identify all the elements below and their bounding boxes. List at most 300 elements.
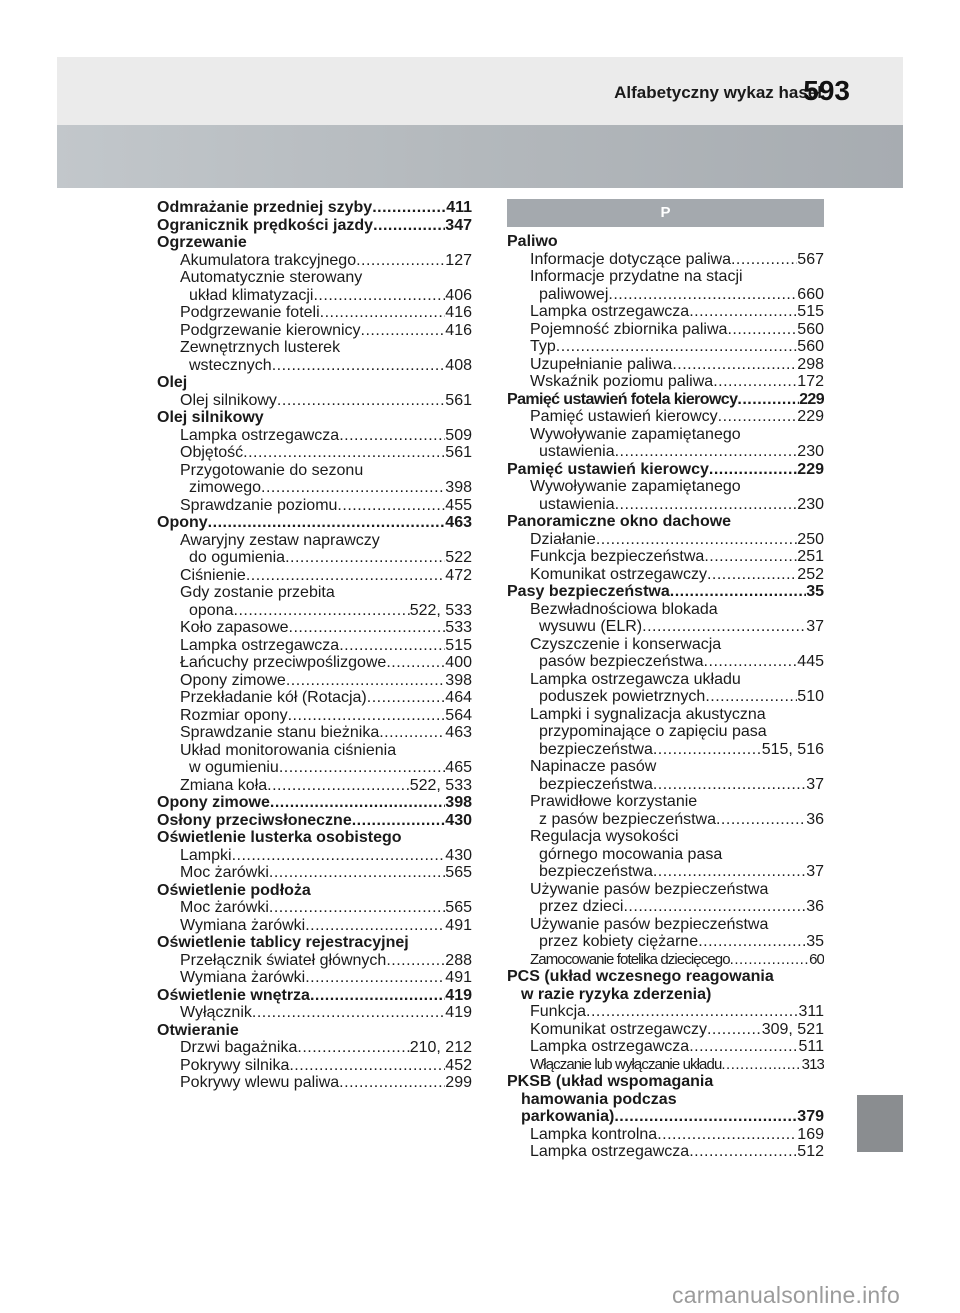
leader-dots: [288, 707, 446, 725]
page-reference: 210, 212: [409, 1039, 472, 1056]
leader-dots: [670, 583, 806, 601]
entry-text: Prawidłowe korzystanie: [530, 793, 698, 810]
entry-text: Wymiana żarówki: [180, 916, 306, 934]
page-reference: 299: [445, 1074, 472, 1091]
entry-text: Lampki: [180, 846, 232, 864]
entry-text: opona: [189, 601, 234, 619]
leader-dots: [289, 1057, 445, 1075]
index-heading: [157, 934, 472, 952]
page-reference: 398: [445, 479, 472, 496]
entry-text: Otwieranie: [157, 1021, 239, 1039]
leader-dots: [556, 338, 798, 356]
entry-text: paliwowej: [539, 285, 609, 303]
entry-text: Pokrywy wlewu paliwa: [180, 1074, 340, 1091]
chapter-tab[interactable]: [857, 1095, 903, 1152]
index-heading: [507, 513, 824, 531]
entry-text: Podgrzewanie foteli: [180, 304, 320, 321]
page-reference: 252: [797, 565, 824, 583]
page-reference: 35: [806, 583, 824, 600]
page-reference: 512: [797, 1143, 824, 1160]
entry-text: Automatycznie sterowany: [180, 269, 363, 286]
leader-dots: [337, 497, 445, 515]
section-title: Alfabetyczny wykaz haseł: [614, 83, 822, 102]
entry-text: Objętość: [180, 444, 244, 461]
entry-text: Informacje przydatne na stacji: [530, 268, 743, 285]
index-heading: [157, 234, 472, 252]
entry-text: Komunikat ostrzegawczy: [530, 565, 707, 583]
page-reference: 36: [806, 810, 824, 828]
leader-dots: [339, 637, 445, 655]
entry-text: pasów bezpieczeństwa: [539, 653, 704, 670]
page-reference: 229: [799, 390, 824, 408]
index-entry: [507, 408, 824, 426]
index-entry: [157, 497, 472, 515]
leader-dots: [657, 1126, 797, 1144]
index-entry: [507, 636, 824, 654]
index-entry: [157, 444, 472, 462]
index-entry: [157, 777, 472, 795]
entry-text: Oświetlenie lusterka osobistego: [157, 829, 402, 846]
entry-text: Lampka ostrzegawcza: [530, 303, 690, 320]
index-entry: [507, 1021, 824, 1039]
index-entry: [507, 1108, 824, 1126]
index-entry: [507, 688, 824, 706]
page-reference: 251: [797, 548, 824, 565]
entry-text: Lampki i sygnalizacja akustyczna: [530, 705, 766, 723]
entry-text: Używanie pasów bezpieczeństwa: [530, 880, 769, 898]
index-entry: [507, 776, 824, 794]
page-reference: 419: [445, 986, 472, 1004]
page-reference: 515: [797, 303, 824, 320]
leader-dots: [653, 776, 806, 794]
leader-dots: [653, 863, 806, 881]
index-entry: [157, 479, 472, 497]
entry-text: przez dzieci: [539, 898, 624, 915]
index-entry: [157, 269, 472, 287]
index-entry: [507, 793, 824, 811]
leader-dots: [252, 1004, 445, 1022]
page-number: 593: [803, 75, 850, 106]
page-reference: 416: [445, 321, 472, 339]
index-entry: [507, 863, 824, 881]
watermark: carmanualsonline.info: [672, 1282, 900, 1308]
page-reference: 533: [445, 619, 472, 636]
entry-text: Lampka ostrzegawcza: [180, 426, 340, 444]
entry-text: Funkcja: [530, 1003, 587, 1020]
entry-text: w ogumieniu: [189, 759, 279, 776]
entry-text: Lampka ostrzegawcza: [530, 1143, 690, 1160]
index-entry: [507, 1056, 824, 1074]
leader-dots: [379, 724, 445, 742]
leader-dots: [707, 566, 797, 584]
entry-text: Olej silnikowy: [180, 391, 277, 409]
leader-dots: [289, 619, 446, 637]
index-entry: [157, 952, 472, 970]
index-entry: [507, 898, 824, 916]
entry-text: parkowania): [521, 1108, 615, 1125]
index-entry: [157, 637, 472, 655]
index-entry: [507, 1091, 824, 1109]
entry-text: Gdy zostanie przebita: [180, 584, 335, 601]
entry-text: Akumulatora trakcyjnego: [180, 251, 357, 269]
leader-dots: [704, 653, 798, 671]
entry-text: do ogumienia: [189, 549, 286, 566]
entry-text: Moc żarówki: [180, 864, 269, 881]
entry-text: hamowania podczas: [521, 1090, 677, 1108]
index-heading: [157, 829, 472, 847]
leader-dots: [689, 1038, 798, 1056]
index-entry: [157, 567, 472, 585]
entry-text: Ogranicznik prędkości jazdy: [157, 216, 374, 234]
entry-text: Panoramiczne okno dachowe: [507, 513, 732, 530]
index-entry: [507, 548, 824, 566]
entry-text: ustawienia: [539, 495, 615, 513]
entry-text: Działanie: [530, 530, 596, 548]
page-reference: 172: [797, 373, 824, 390]
entry-text: Ogrzewanie: [157, 234, 247, 251]
entry-text: Uzupełnianie paliwa: [530, 355, 673, 373]
leader-dots: [689, 1143, 797, 1161]
page-reference: 229: [797, 460, 824, 478]
entry-text: w razie ryzyka zderzenia): [521, 985, 712, 1003]
index-entry: [507, 1003, 824, 1021]
leader-dots: [297, 1039, 409, 1057]
index-heading: [507, 583, 824, 601]
leader-dots: [372, 199, 446, 217]
index-entry: [507, 1143, 824, 1161]
entry-text: Olej: [157, 374, 188, 391]
page-reference: 35: [806, 933, 824, 950]
page-reference: 37: [806, 618, 824, 635]
leader-dots: [279, 759, 445, 777]
index-entry: [157, 969, 472, 987]
index-heading: [507, 968, 824, 986]
page-reference: 522, 533: [409, 601, 472, 619]
entry-text: Przygotowanie do sezonu: [180, 461, 364, 479]
entry-text: Zewnętrznych lusterek: [180, 339, 341, 356]
page-reference: 515: [445, 636, 472, 654]
page-reference: 515, 516: [761, 740, 824, 758]
leader-dots: [367, 689, 446, 707]
entry-text: Czyszczenie i konserwacja: [530, 635, 722, 653]
entry-text: z pasów bezpieczeństwa: [539, 810, 716, 828]
leader-dots: [713, 373, 797, 391]
leader-dots: [689, 303, 797, 321]
entry-text: ustawienia: [539, 443, 615, 460]
leader-dots: [352, 812, 446, 830]
index-heading: [507, 1073, 824, 1091]
index-entry: [507, 846, 824, 864]
index-heading: [507, 233, 824, 251]
leader-dots: [731, 251, 797, 269]
page-reference: 230: [797, 495, 824, 513]
entry-text: Odmrażanie przedniej szyby: [157, 199, 373, 216]
leader-dots: [672, 356, 797, 374]
index-entry: [507, 356, 824, 374]
index-entry: [157, 707, 472, 725]
leader-dots: [310, 987, 445, 1005]
page-reference: 37: [806, 775, 824, 793]
index-entry: [507, 881, 824, 899]
leader-dots: [356, 252, 445, 270]
entry-text: Oświetlenie tablicy rejestracyjnej: [157, 934, 409, 951]
entry-text: PCS (układ wczesnego reagowania: [507, 968, 774, 985]
leader-dots: [596, 531, 797, 549]
entry-text: Lampka ostrzegawcza: [530, 1038, 690, 1055]
index-entry: [507, 496, 824, 514]
leader-dots: [730, 951, 809, 969]
leader-dots: [269, 864, 445, 882]
entry-text: Pamięć ustawień fotela kierowcy: [507, 390, 738, 408]
index-entry: [157, 742, 472, 760]
index-column-left: [157, 199, 472, 1092]
entry-text: Drzwi bagażnika: [180, 1039, 298, 1056]
index-heading: [157, 882, 472, 900]
entry-text: Pojemność zbiornika paliwa: [530, 320, 728, 338]
page-reference: 398: [445, 794, 472, 811]
leader-dots: [614, 1108, 797, 1126]
entry-text: Zmiana koła: [180, 776, 268, 794]
entry-text: Pamięć ustawień kierowcy: [530, 408, 718, 425]
entry-text: Regulacja wysokości: [530, 828, 679, 845]
index-entry: [507, 706, 824, 724]
leader-dots: [373, 217, 445, 235]
leader-dots: [386, 952, 445, 970]
leader-dots: [716, 811, 806, 829]
page-reference: 430: [445, 846, 472, 864]
index-entry: [507, 723, 824, 741]
entry-text: wysuwu (ELR): [539, 618, 643, 635]
page-reference: 313: [801, 1055, 824, 1073]
index-entry: [507, 443, 824, 461]
entry-text: Pamięć ustawień kierowcy: [507, 460, 709, 478]
entry-text: Sprawdzanie stanu bieżnika: [180, 724, 380, 741]
index-entry: [157, 759, 472, 777]
index-entry: [507, 531, 824, 549]
page-reference: 565: [445, 899, 472, 916]
leader-dots: [707, 1021, 762, 1039]
leader-dots: [246, 567, 445, 585]
entry-text: Opony: [157, 514, 208, 531]
index-entry: [157, 619, 472, 637]
page-reference: 309, 521: [761, 1020, 824, 1038]
page-reference: 36: [806, 898, 824, 915]
entry-text: Lampka ostrzegawcza: [180, 636, 340, 654]
index-entry: [507, 321, 824, 339]
page-reference: 127: [445, 251, 472, 269]
page-reference: 311: [798, 1003, 824, 1020]
entry-text: Używanie pasów bezpieczeństwa: [530, 915, 769, 933]
index-entry: [507, 671, 824, 689]
index-entry: [157, 287, 472, 305]
right-entries: [507, 233, 824, 1161]
leader-dots: [698, 933, 806, 951]
index-entry: [157, 672, 472, 690]
leader-dots: [642, 618, 806, 636]
leader-dots: [339, 1074, 445, 1092]
index-entry: [507, 653, 824, 671]
entry-text: poduszek powietrznych: [539, 688, 706, 705]
page-reference: 472: [445, 566, 472, 584]
page-reference: 298: [797, 355, 824, 373]
page-reference: 463: [445, 724, 472, 741]
entry-text: układ klimatyzacji: [189, 286, 314, 304]
index-heading: [157, 199, 472, 217]
index-entry: [157, 864, 472, 882]
leader-dots: [272, 357, 446, 375]
index-entry: [507, 916, 824, 934]
page-reference: 564: [445, 706, 472, 724]
page-reference: 510: [797, 688, 824, 705]
index-entry: [157, 602, 472, 620]
page-reference: 452: [445, 1056, 472, 1074]
leader-dots: [737, 391, 799, 409]
entry-text: Bezwładnościowa blokada: [530, 600, 718, 618]
section-letter-bar: P: [507, 199, 824, 227]
index-heading: [157, 409, 472, 427]
leader-dots: [608, 286, 797, 304]
entry-text: Sprawdzanie poziomu: [180, 496, 338, 514]
entry-text: Informacje dotyczące paliwa: [530, 250, 731, 268]
page-reference: 660: [797, 285, 824, 303]
page-reference: 411: [446, 199, 472, 216]
index-entry: [157, 899, 472, 917]
leader-dots: [653, 741, 762, 759]
entry-text: Ciśnienie: [180, 566, 246, 584]
page-reference: 561: [445, 391, 472, 409]
page-reference: 37: [806, 863, 824, 880]
entry-text: wstecznych: [189, 356, 272, 374]
index-heading: [507, 391, 824, 409]
entry-text: Oświetlenie podłoża: [157, 881, 311, 899]
index-entry: [157, 1057, 472, 1075]
page-reference: 379: [797, 1108, 824, 1125]
entry-text: zimowego: [189, 479, 262, 496]
page-reference: 60: [809, 950, 824, 968]
page-reference: 347: [445, 216, 472, 234]
index-heading: [507, 461, 824, 479]
leader-dots: [285, 549, 445, 567]
page-reference: 509: [445, 426, 472, 444]
page-reference: 408: [445, 356, 472, 374]
entry-text: Pokrywy silnika: [180, 1056, 290, 1074]
index-entry: [507, 286, 824, 304]
entry-text: Moc żarówki: [180, 899, 269, 916]
page-reference: 491: [445, 969, 472, 986]
entry-text: Wskaźnik poziomu paliwa: [530, 373, 714, 390]
index-entry: [157, 584, 472, 602]
index-heading: [157, 794, 472, 812]
entry-text: Podgrzewanie kierownicy: [180, 321, 361, 339]
entry-text: Wywoływanie zapamiętanego: [530, 478, 741, 495]
page-reference: 250: [797, 530, 824, 548]
entry-text: przez kobiety ciężarne: [539, 933, 699, 950]
entry-text: Paliwo: [507, 233, 558, 250]
index-entry: [157, 847, 472, 865]
index-entry: [507, 933, 824, 951]
index-entry: [507, 251, 824, 269]
entry-text: Rozmiar opony: [180, 706, 288, 724]
index-entry: [157, 724, 472, 742]
page-reference: 455: [445, 496, 472, 514]
page-reference: 430: [445, 811, 472, 829]
leader-dots: [727, 321, 797, 339]
leader-dots: [361, 322, 446, 340]
leader-dots: [208, 514, 446, 532]
leader-dots: [623, 898, 806, 916]
index-entry: [507, 951, 824, 969]
leader-dots: [320, 304, 446, 322]
entry-text: Wyłącznik: [180, 1004, 252, 1021]
index-entry: [507, 986, 824, 1004]
index-entry: [157, 357, 472, 375]
leader-dots: [615, 443, 798, 461]
index-entry: [507, 268, 824, 286]
entry-text: Wymiana żarówki: [180, 969, 306, 986]
entry-text: Przełącznik świateł głównych: [180, 951, 387, 969]
page-reference: 560: [797, 338, 824, 355]
index-entry: [507, 478, 824, 496]
index-entry: [157, 1004, 472, 1022]
page-reference: 416: [445, 304, 472, 321]
entry-text: Zamocowanie fotelika dziecięcego: [530, 950, 730, 968]
index-entry: [507, 373, 824, 391]
leader-dots: [615, 496, 798, 514]
leader-dots: [267, 777, 410, 795]
leader-dots: [305, 969, 445, 987]
page-reference: 567: [797, 250, 824, 268]
leader-dots: [718, 408, 798, 426]
index-entry: [507, 1126, 824, 1144]
entry-text: Koło zapasowe: [180, 619, 289, 636]
leader-dots: [269, 899, 445, 917]
entry-text: PKSB (układ wspomagania: [507, 1073, 714, 1090]
entry-text: Typ: [530, 338, 556, 355]
index-heading: [157, 1022, 472, 1040]
index-entry: [157, 532, 472, 550]
entry-text: Komunikat ostrzegawczy: [530, 1020, 707, 1038]
page-reference: 565: [445, 864, 472, 881]
entry-text: Lampka kontrolna: [530, 1125, 658, 1143]
page-reference: 445: [797, 653, 824, 670]
leader-dots: [243, 444, 445, 462]
index-entry: [157, 339, 472, 357]
index-entry: [507, 601, 824, 619]
index-entry: [157, 689, 472, 707]
index-entry: [507, 426, 824, 444]
index-heading: [157, 987, 472, 1005]
entry-text: Awaryjny zestaw naprawczy: [180, 531, 380, 549]
index-entry: [507, 338, 824, 356]
page-reference: 406: [445, 286, 472, 304]
entry-text: bezpieczeństwa: [539, 775, 653, 793]
index-entry: [157, 252, 472, 270]
page-reference: 511: [798, 1038, 824, 1055]
page-reference: 561: [445, 444, 472, 461]
index-entry: [157, 322, 472, 340]
entry-text: Oświetlenie wnętrza: [157, 986, 310, 1004]
entry-text: Opony zimowe: [180, 671, 286, 689]
entry-text: Pasy bezpieczeństwa: [507, 583, 670, 600]
page-reference: 419: [445, 1004, 472, 1021]
entry-text: bezpieczeństwa: [539, 740, 653, 758]
entry-text: Przekładanie kół (Rotacja): [180, 689, 367, 706]
entry-text: przypominające o zapięciu pasa: [539, 723, 767, 740]
index-entry: [157, 1039, 472, 1057]
index-entry: [157, 462, 472, 480]
index-entry: [507, 741, 824, 759]
leader-dots: [705, 688, 797, 706]
